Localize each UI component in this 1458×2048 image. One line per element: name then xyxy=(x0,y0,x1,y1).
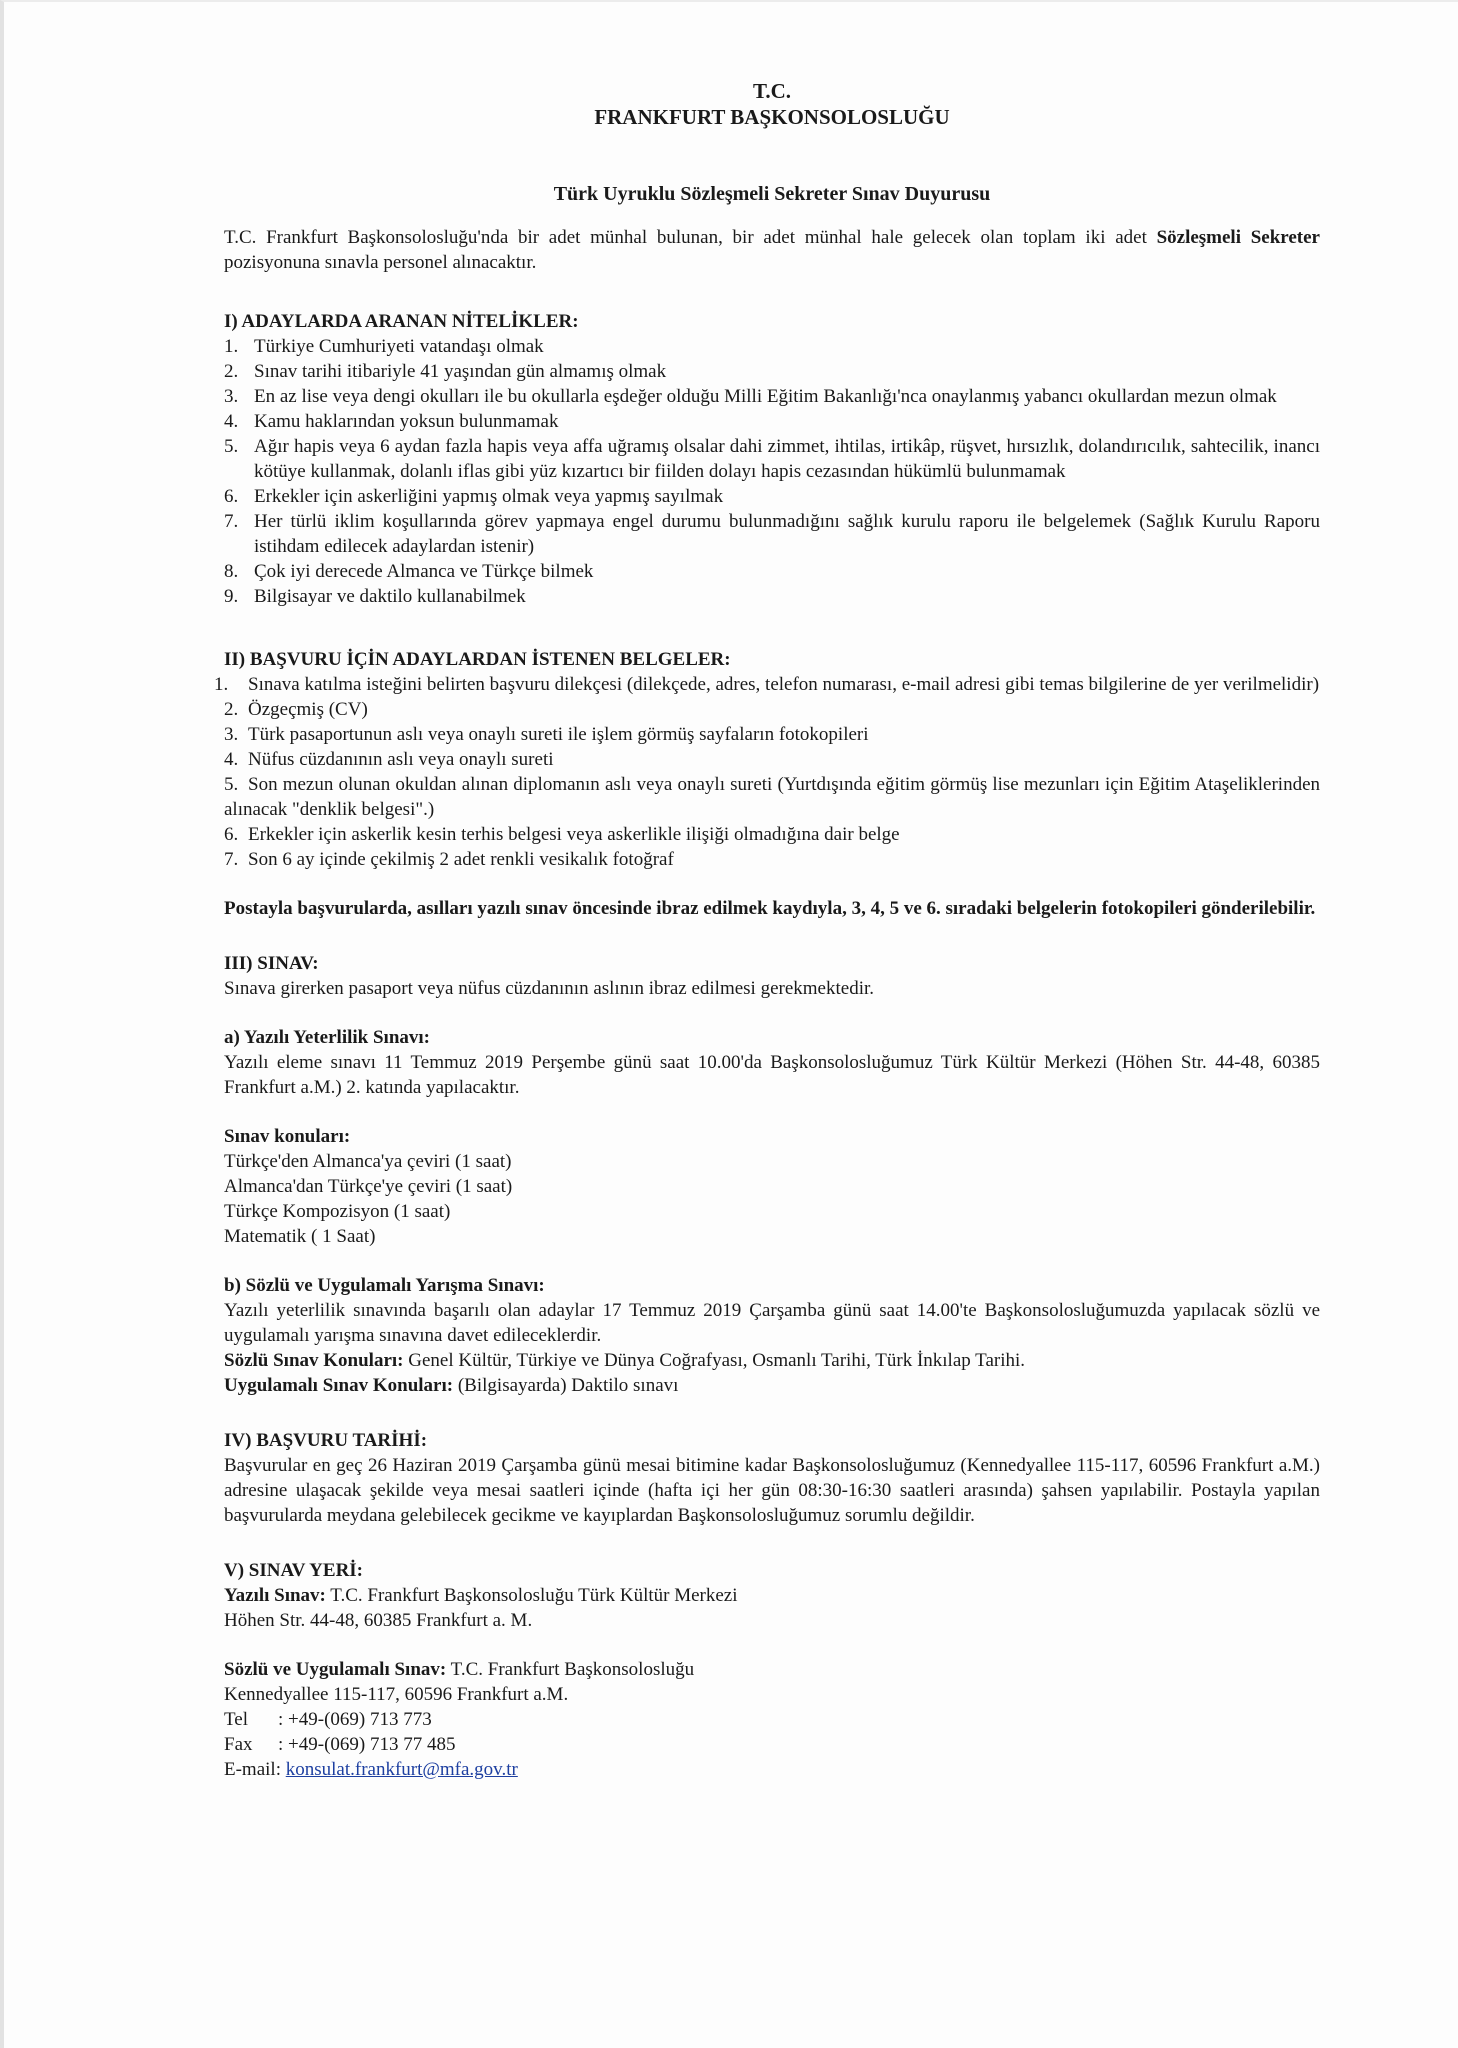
oral-topics-line: Sözlü Sınav Konuları: Genel Kültür, Türkiye ve Dünya Coğrafyası, Osmanlı Tarihi, Türk İnkılap Tarihi. xyxy=(224,1350,1026,1371)
list-item: 3. En az lise veya dengi okulları ile bu okullarla eşdeğer olduğu Milli Eğitim Bakanlığı'nca onaylanmış yabancı okullardan mezun olmak xyxy=(224,386,1277,407)
section5-heading: V) SINAV YERİ: xyxy=(224,1560,364,1581)
email-line: E-mail: konsulat.frankfurt@mfa.gov.tr xyxy=(224,1759,518,1780)
list-item: 4. Kamu haklarından yoksun bulunmamak xyxy=(224,411,559,432)
written-exam-address: Höhen Str. 44-48, 60385 Frankfurt a. M. xyxy=(224,1610,533,1631)
written-exam-location: Yazılı Sınav: T.C. Frankfurt Başkonsolosluğu Türk Kültür Merkezi xyxy=(224,1585,738,1606)
exam-topic: Türkçe Kompozisyon (1 saat) xyxy=(224,1201,451,1222)
header-consulate: FRANKFURT BAŞKONSOLOSLUĞU xyxy=(594,105,950,129)
written-exam-text: Yazılı eleme sınavı 11 Temmuz 2019 Perşembe günü saat 10.00'da Başkonsolosluğumuz Türk Kültür Merkezi (Höhen Str. 44-48, 60385 Frankfurt a.M.) 2. katında yapılacaktır. xyxy=(224,1052,1320,1098)
email-link[interactable]: konsulat.frankfurt@mfa.gov.tr xyxy=(285,1759,518,1780)
document-title: Türk Uyruklu Sözleşmeli Sekreter Sınav Duyurusu xyxy=(553,183,991,205)
postal-note: Postayla başvurularda, asılları yazılı sınav öncesinde ibraz edilmek kaydıyla, 3, 4, 5 ve 6. sıradaki belgelerin fotokopileri gönderilebilir. xyxy=(224,898,1316,919)
section4-heading: IV) BAŞVURU TARİHİ: xyxy=(224,1430,428,1451)
documents-list xyxy=(214,672,1320,872)
oral-exam-location: Sözlü ve Uygulamalı Sınav: T.C. Frankfurt Başkonsolosluğu xyxy=(224,1659,695,1680)
list-item: 5. Ağır hapis veya 6 aydan fazla hapis veya affa uğramış olsalar dahi zimmet, ihtilas, irtikâp, rüşvet, hırsızlık, dolandırıcılık, sahtecilik, inancı kötüye kullanmak, dolanlı iflas gibi yüz kızartıcı bir fiilden dolayı hapis cezasından hükümlü bulunmamak xyxy=(224,436,1320,482)
list-item: 5. Son mezun olunan okuldan alınan diplomanın aslı veya onaylı sureti (Yurtdışında eğitim görmüş lise mezunları için Eğitim Ataşeliklerinden alınacak "denklik belgesi".) xyxy=(224,774,1320,820)
exam-id-text: Sınava girerken pasaport veya nüfus cüzdanının aslının ibraz edilmesi gerekmektedir. xyxy=(224,978,875,999)
exam-topic: Matematik ( 1 Saat) xyxy=(224,1226,376,1247)
list-item: 6. Erkekler için askerliğini yapmış olmak veya yapmış sayılmak xyxy=(224,486,724,507)
list-item: 1. Sınava katılma isteğini belirten başvuru dilekçesi (dilekçede, adres, telefon numarası, e-mail adresi gibi temas bilgilerine de yer verilmelidir) xyxy=(214,674,1320,695)
list-item: 2. Özgeçmiş (CV) xyxy=(224,699,368,720)
section3-heading: III) SINAV: xyxy=(224,953,319,974)
list-item: 3. Türk pasaportunun aslı veya onaylı sureti ile işlem görmüş sayfaların fotokopileri xyxy=(224,724,869,745)
oral-exam-text: Yazılı yeterlilik sınavında başarılı olan adaylar 17 Temmuz 2019 Çarşamba günü saat 14.00'te Başkonsolosluğumuzda yapılacak sözlü ve uygulamalı yarışma sınavına davet edileceklerdir. xyxy=(224,1300,1320,1346)
exam-topic: Türkçe'den Almanca'ya çeviri (1 saat) xyxy=(224,1151,512,1172)
exam-topics-heading: Sınav konuları: xyxy=(224,1126,351,1147)
oral-exam-heading: b) Sözlü ve Uygulamalı Yarışma Sınavı: xyxy=(224,1275,545,1296)
header-tc: T.C. xyxy=(752,79,792,103)
written-exam-heading: a) Yazılı Yeterlilik Sınavı: xyxy=(224,1027,430,1048)
oral-exam-address: Kennedyallee 115-117, 60596 Frankfurt a.M. xyxy=(224,1684,569,1705)
qualifications-list xyxy=(224,334,1320,609)
list-item: 8. Çok iyi derecede Almanca ve Türkçe bilmek xyxy=(224,561,594,582)
document-content xyxy=(214,78,1320,1782)
list-item: 9. Bilgisayar ve daktilo kullanabilmek xyxy=(224,586,526,607)
section2-heading: II) BAŞVURU İÇİN ADAYLARDAN İSTENEN BELGELER: xyxy=(224,649,731,670)
list-item: 7. Her türlü iklim koşullarında görev yapmaya engel durumu bulunmadığını sağlık kurulu raporu ile belgelemek (Sağlık Kurulu Raporu istihdam edilecek adaylardan istenir) xyxy=(224,511,1320,557)
fax-line: Fax : +49-(069) 713 77 485 xyxy=(224,1734,456,1755)
intro-paragraph xyxy=(224,225,1320,275)
list-item: 7. Son 6 ay içinde çekilmiş 2 adet renkli vesikalık fotoğraf xyxy=(224,849,674,870)
tel-line: Tel : +49-(069) 713 773 xyxy=(224,1709,432,1730)
list-item: 6. Erkekler için askerlik kesin terhis belgesi veya askerlikle ilişiği olmadığına dair belge xyxy=(224,824,900,845)
applied-topics-line: Uygulamalı Sınav Konuları: (Bilgisayarda) Daktilo sınavı xyxy=(224,1375,679,1396)
intro-bold: Sözleşmeli Sekreter xyxy=(1156,227,1320,248)
intro-text-2: pozisyonuna sınavla personel alınacaktır. xyxy=(224,252,537,273)
exam-topic: Almanca'dan Türkçe'ye çeviri (1 saat) xyxy=(224,1176,513,1197)
list-item: 1. Türkiye Cumhuriyeti vatandaşı olmak xyxy=(224,336,544,357)
application-date-text: Başvurular en geç 26 Haziran 2019 Çarşamba günü mesai bitimine kadar Başkonsolosluğumuz (Kennedyallee 115-117, 60596 Frankfurt a.M.) adresine ulaşacak şekilde veya mesai saatleri içinde (hafta içi her gün 08:30-16:30 saatleri arasında) şahsen yapılabilir. Postayla yapılan başvurularda meydana gelebilecek gecikme ve kayıplardan Başkonsolosluğumuz sorumlu değildir. xyxy=(224,1455,1320,1526)
list-item: 2. Sınav tarihi itibariyle 41 yaşından gün almamış olmak xyxy=(224,361,667,382)
list-item: 4. Nüfus cüzdanının aslı veya onaylı sureti xyxy=(224,749,554,770)
intro-text-1: T.C. Frankfurt Başkonsolosluğu'nda bir adet münhal bulunan, bir adet münhal hale gelecek olan toplam iki adet xyxy=(224,227,1157,248)
section1-heading: I) ADAYLARDA ARANAN NİTELİKLER: xyxy=(224,311,579,332)
